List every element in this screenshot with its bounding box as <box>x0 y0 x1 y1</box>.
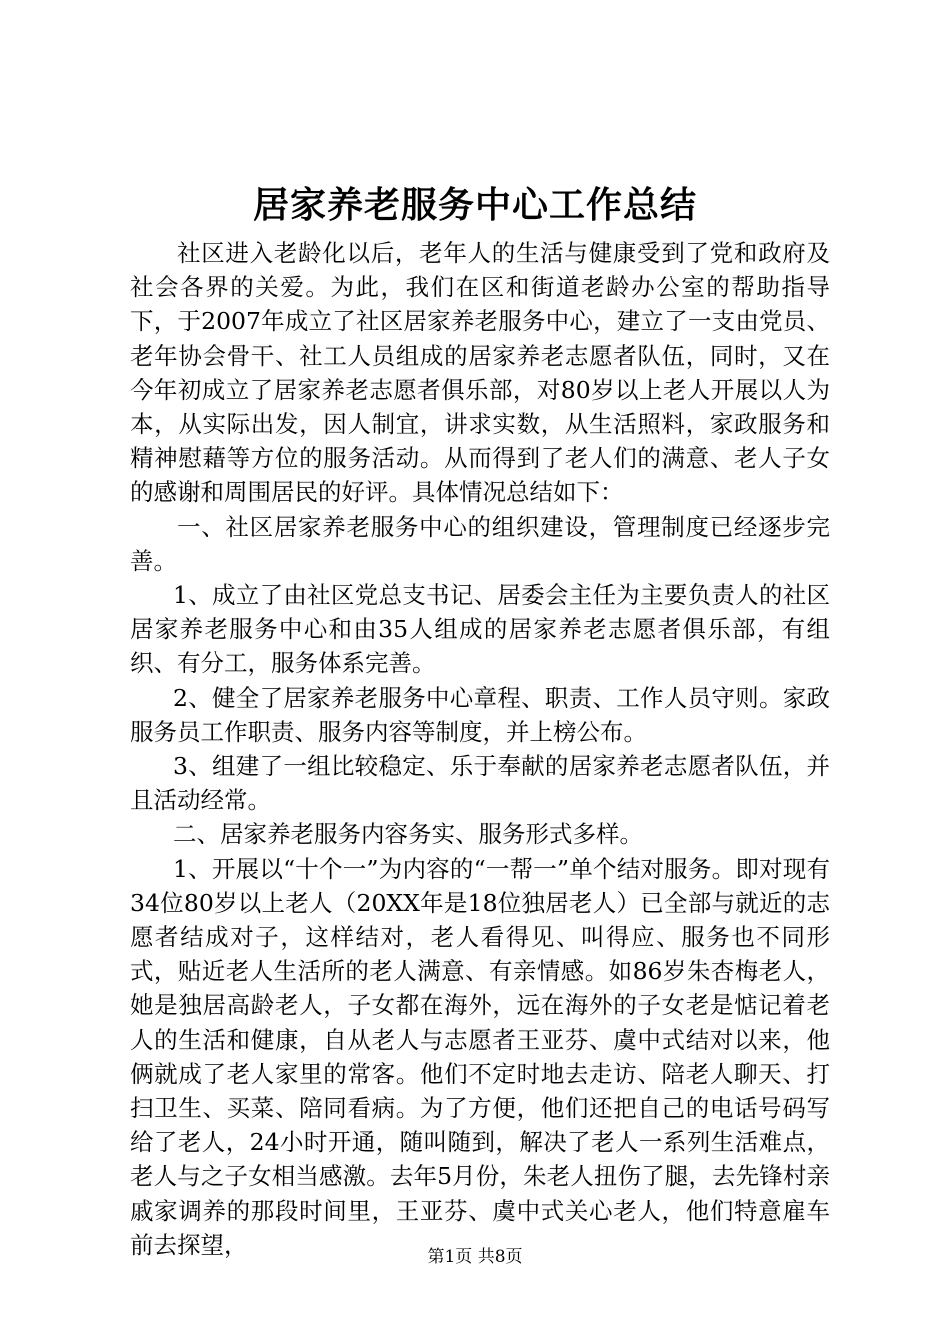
page-footer: 第1页 共8页 <box>427 1247 523 1267</box>
paragraph-section-1: 一、社区居家养老服务中心的组织建设，管理制度已经逐步完善。 <box>130 512 830 575</box>
document-title: 居家养老服务中心工作总结 <box>252 184 697 226</box>
paragraph-section-2: 二、居家养老服务内容务实、服务形式多样。 <box>173 820 643 849</box>
paragraph-item-2-1: 1、开展以“十个一”为内容的“一帮一”单个结对服务。即对现有34位80岁以上老人（20XX年是18位独居老人）已全部与就近的志愿者结成对子，这样结对，老人看得见、叫得应、服务也不同形式，贴近老人生活所的老人满意、有亲情感。如86岁朱杏梅老人，她是独居高龄老人，子女都在海外，远在海外的子女老是惦记着老人的生活和健康，自从老人与志愿者王亚芬、虞中式结对以来，他俩就成了老人家里的常客。他们不定时地去走访、陪老人聊天、打扫卫生、买菜、陪同看病。为了方便，他们还把自己的电话号码写给了老人，24小时开通，随叫随到，解决了老人一系列生活难点，老人与之子女相当感激。去年5月份，朱老人扭伤了腿，去先锋村亲戚家调养的那段时间里，王亚芬、虞中式关心老人，他们特意雇车前去探望， <box>130 854 830 1259</box>
paragraph-intro: 社区进入老龄化以后，老年人的生活与健康受到了党和政府及社会各界的关爱。为此，我们在区和街道老龄办公室的帮助指导下，于2007年成立了社区居家养老服务中心，建立了一支由党员、老年协会骨干、社工人员组成的居家养老志愿者队伍，同时，又在今年初成立了居家养老志愿者俱乐部，对80岁以上老人开展以人为本，从实际出发，因人制宜，讲求实数，从生活照料，家政服务和精神慰藉等方位的服务活动。从而得到了老人们的满意、老人子女的感谢和周围居民的好评。具体情况总结如下： <box>130 239 830 507</box>
paragraph-item-1-1: 1、成立了由社区党总支书记、居委会主任为主要负责人的社区居家养老服务中心和由35人组成的居家养老志愿者俱乐部，有组织、有分工，服务体系完善。 <box>130 581 830 678</box>
paragraph-item-1-3: 3、组建了一组比较稳定、乐于奉献的居家养老志愿者队伍，并且活动经常。 <box>130 752 830 815</box>
paragraph-item-1-2: 2、健全了居家养老服务中心章程、职责、工作人员守则。家政服务员工作职责、服务内容等制度，并上榜公布。 <box>130 683 830 746</box>
document-body <box>130 236 830 1262</box>
